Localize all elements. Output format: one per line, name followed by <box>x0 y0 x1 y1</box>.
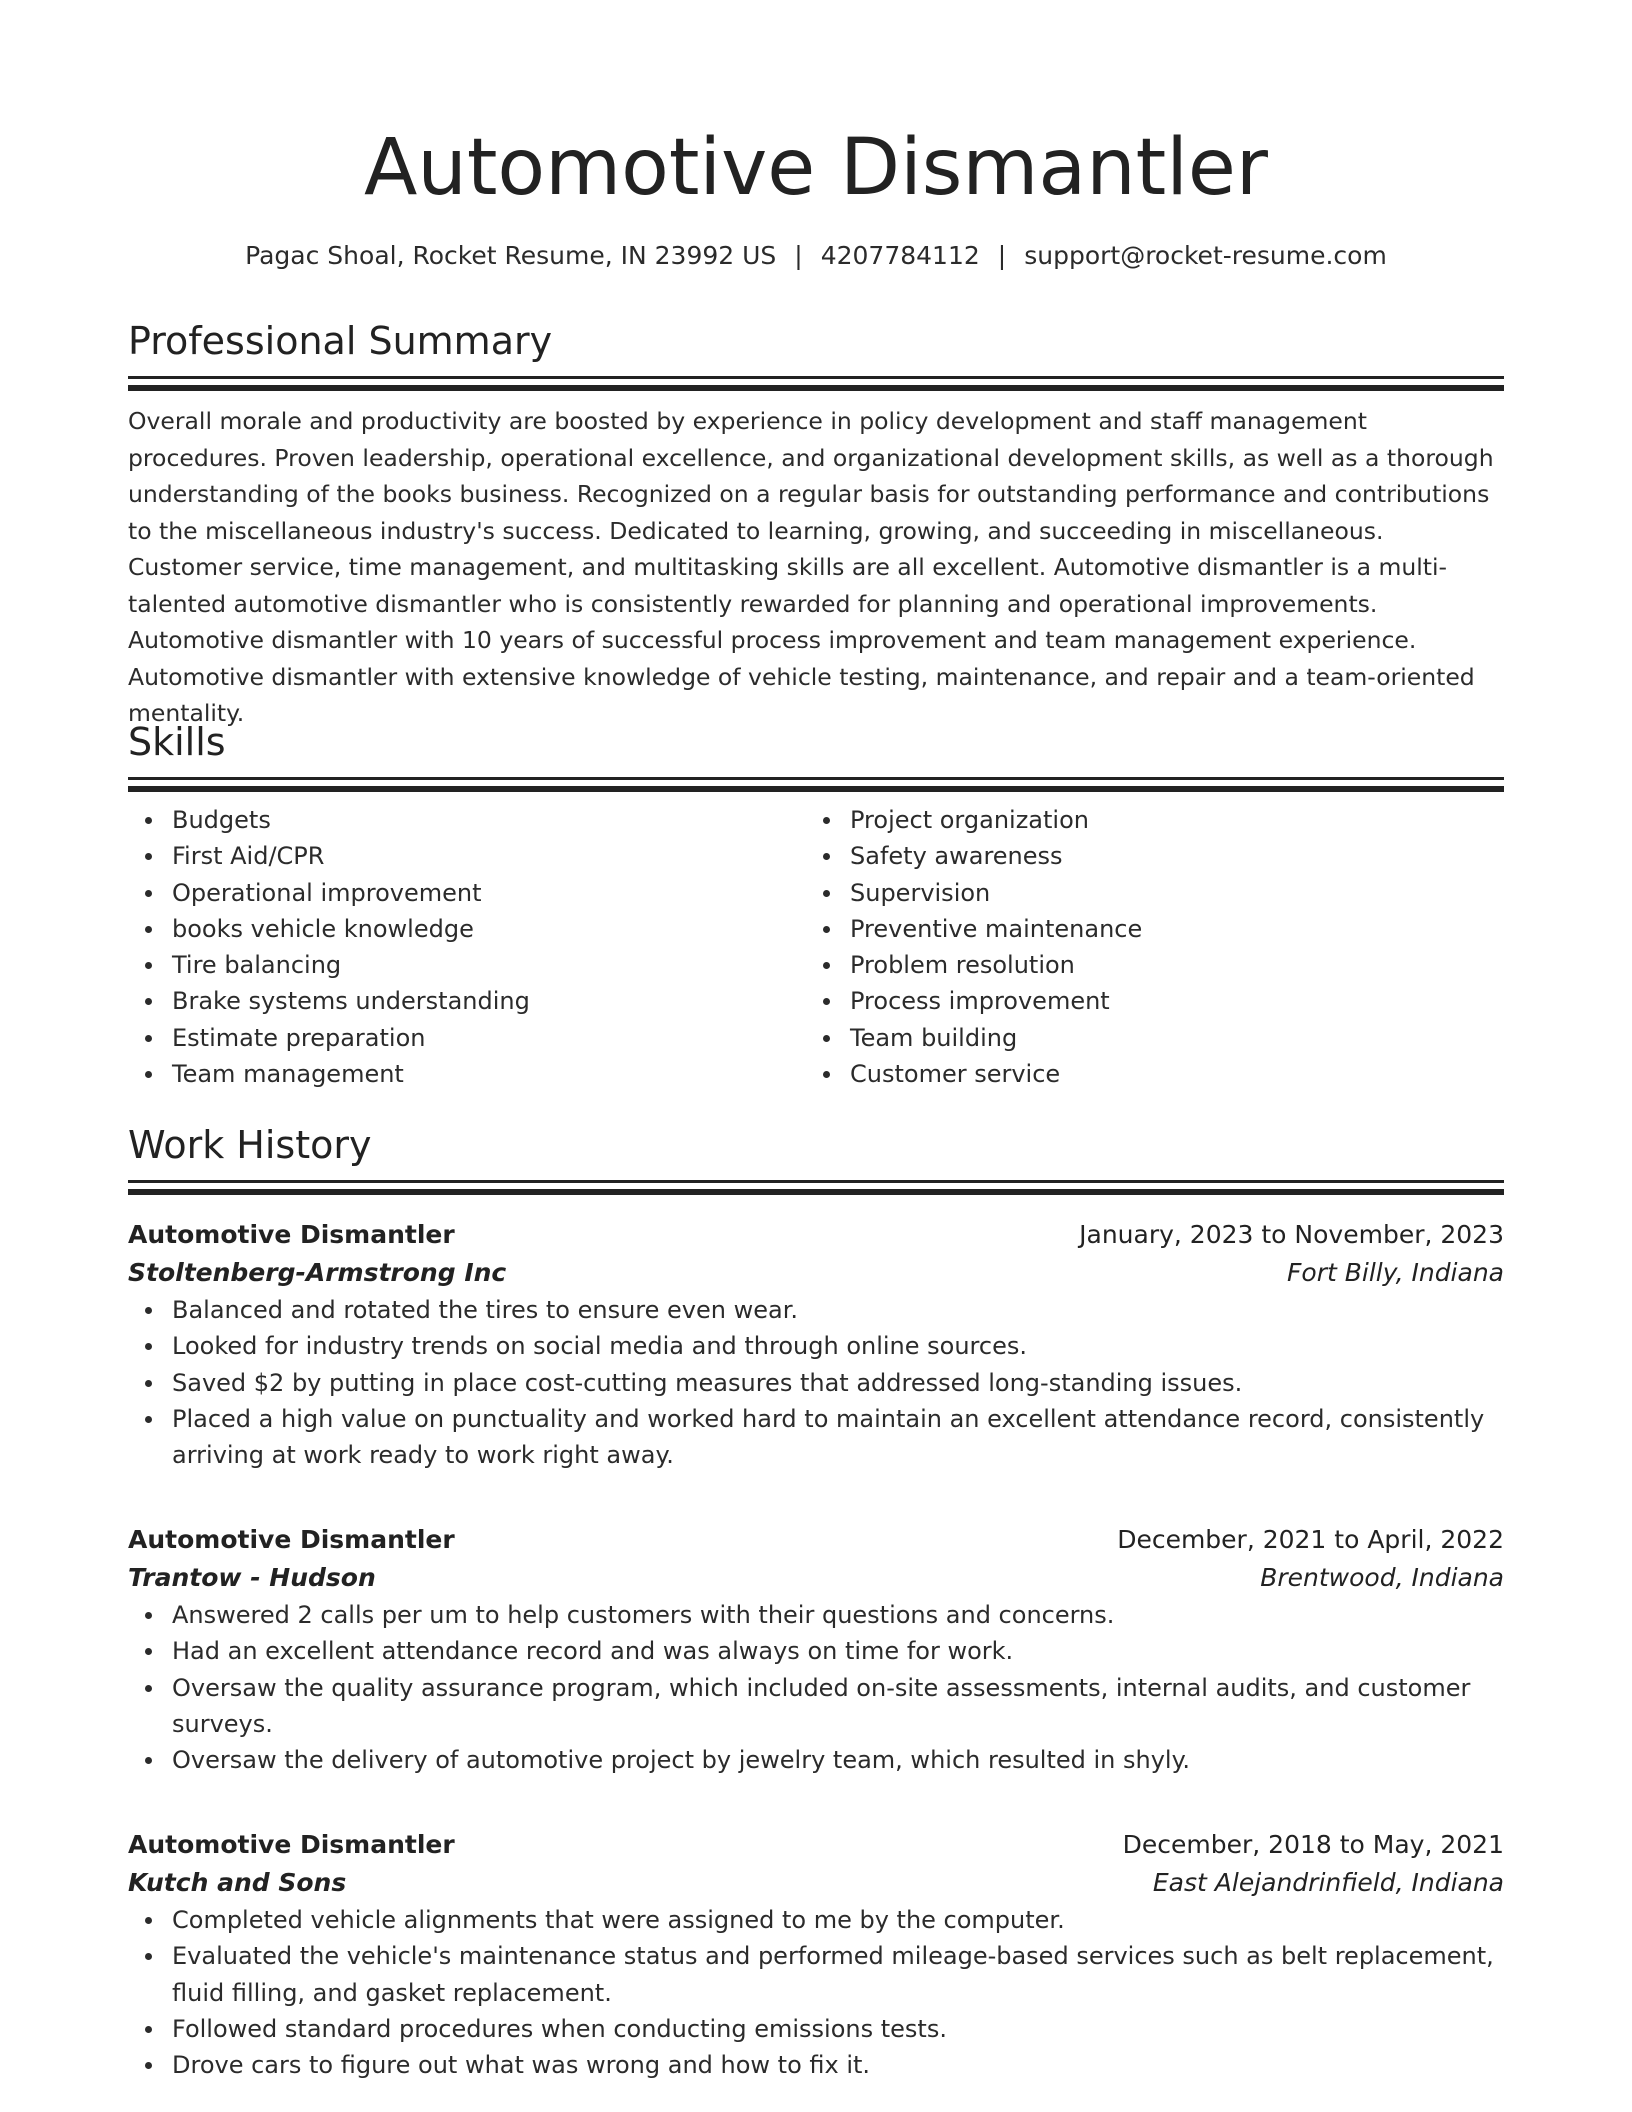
skill-item: Preventive maintenance <box>850 911 1484 947</box>
job-bullets <box>128 1597 1504 1778</box>
job-title: Automotive Dismantler <box>128 1220 455 1249</box>
skill-item: Estimate preparation <box>172 1020 806 1056</box>
section-divider <box>128 376 1504 379</box>
job-header <box>128 1521 1504 1559</box>
skill-item: Customer service <box>850 1056 1484 1092</box>
job-bullets <box>128 1292 1504 1473</box>
work-history-section <box>128 1120 1504 1195</box>
job-entry <box>128 1521 1504 1778</box>
job-subheader <box>128 1254 1504 1292</box>
skill-item: Team building <box>850 1020 1484 1056</box>
job-bullet: Looked for industry trends on social media and through online sources. <box>172 1328 1504 1364</box>
skills-heading: Skills <box>128 720 226 764</box>
job-location: East Alejandrinfield, Indiana <box>1152 1868 1504 1897</box>
skill-item: First Aid/CPR <box>172 838 806 874</box>
job-bullet: Had an excellent attendance record and was always on time for work. <box>172 1633 1504 1669</box>
section-divider <box>128 1180 1504 1183</box>
contact-separator: | <box>794 241 803 270</box>
section-divider <box>128 385 1504 391</box>
job-header <box>128 1826 1504 1864</box>
job-bullet: Oversaw the delivery of automotive project by jewelry team, which resulted in shyly. <box>172 1742 1504 1778</box>
job-entry <box>128 1826 1504 2083</box>
skill-item: Safety awareness <box>850 838 1484 874</box>
skill-item: Tire balancing <box>172 947 806 983</box>
skill-item: Operational improvement <box>172 875 806 911</box>
section-divider <box>128 786 1504 792</box>
work-history-heading: Work History <box>128 1123 372 1167</box>
skills-section <box>128 717 1504 1092</box>
contact-email[interactable]: support@rocket-resume.com <box>1024 241 1387 270</box>
summary-text: Overall morale and productivity are boosted by experience in policy development and staff management procedures. Proven leadership, operational excellence, and organizational development skills, as well as a thorough understanding of the books business. Recognized on a regular basis for outstanding performance and contributions to the miscellaneous industry's success. Dedicated to learning, growing, and succeeding in miscellaneous. Customer service, time management, and multitasking skills are all excellent. Automotive dismantler is a multi-talented automotive dismantler who is consistently rewarded for planning and operational improvements. Automotive dismantler with 10 years of successful process improvement and team management experience. Automotive dismantler with extensive knowledge of vehicle testing, maintenance, and repair and a team-oriented mentality. <box>128 407 1494 727</box>
job-bullet: Completed vehicle alignments that were assigned to me by the computer. <box>172 1902 1504 1938</box>
job-subheader <box>128 1864 1504 1902</box>
skill-item: Problem resolution <box>850 947 1484 983</box>
section-divider <box>128 777 1504 780</box>
job-company: Trantow - Hudson <box>128 1563 376 1592</box>
job-header <box>128 1216 1504 1254</box>
job-dates: December, 2018 to May, 2021 <box>1122 1830 1504 1859</box>
skill-item: Brake systems understanding <box>172 983 806 1019</box>
skill-item: Team management <box>172 1056 806 1092</box>
job-entry <box>128 1216 1504 1473</box>
job-bullet: Balanced and rotated the tires to ensure even wear. <box>172 1292 1504 1328</box>
summary-section <box>128 316 1504 732</box>
job-bullet: Oversaw the quality assurance program, which included on-site assessments, internal audits, and customer surveys. <box>172 1670 1504 1743</box>
contact-address: Pagac Shoal, Rocket Resume, IN 23992 US <box>245 241 777 270</box>
job-company: Kutch and Sons <box>128 1868 347 1897</box>
job-company: Stoltenberg-Armstrong Inc <box>128 1258 507 1287</box>
job-location: Brentwood, Indiana <box>1260 1563 1504 1592</box>
section-divider <box>128 1189 1504 1195</box>
job-dates: December, 2021 to April, 2022 <box>1117 1525 1504 1554</box>
job-title: Automotive Dismantler <box>128 1830 455 1859</box>
skill-item: Project organization <box>850 802 1484 838</box>
job-bullet: Evaluated the vehicle's maintenance status and performed mileage-based services such as belt replacement, fluid filling, and gasket replacement. <box>172 1938 1504 2011</box>
skill-item: Supervision <box>850 875 1484 911</box>
skills-columns <box>128 802 1504 1092</box>
contact-phone: 4207784112 <box>820 241 980 270</box>
contact-separator: | <box>997 241 1007 270</box>
skills-list-right <box>806 802 1484 1092</box>
skill-item: Process improvement <box>850 983 1484 1019</box>
job-bullet: Placed a high value on punctuality and worked hard to maintain an excellent attendance record, consistently arriving at work ready to work right away. <box>172 1401 1504 1474</box>
job-bullets <box>128 1902 1504 2083</box>
resume-name: Automotive Dismantler <box>364 123 1268 213</box>
job-title: Automotive Dismantler <box>128 1525 455 1554</box>
job-subheader <box>128 1559 1504 1597</box>
skill-item: books vehicle knowledge <box>172 911 806 947</box>
job-bullet: Drove cars to figure out what was wrong and how to fix it. <box>172 2047 1504 2083</box>
job-bullet: Saved $2 by putting in place cost-cutting measures that addressed long-standing issues. <box>172 1365 1504 1401</box>
job-dates: January, 2023 to November, 2023 <box>1079 1220 1504 1249</box>
skill-item: Budgets <box>172 802 806 838</box>
summary-heading: Professional Summary <box>128 319 553 363</box>
job-bullet: Answered 2 calls per um to help customers with their questions and concerns. <box>172 1597 1504 1633</box>
skills-list-left <box>128 802 806 1092</box>
job-location: Fort Billy, Indiana <box>1287 1258 1504 1287</box>
job-bullet: Followed standard procedures when conducting emissions tests. <box>172 2011 1504 2047</box>
contact-line <box>128 238 1504 274</box>
